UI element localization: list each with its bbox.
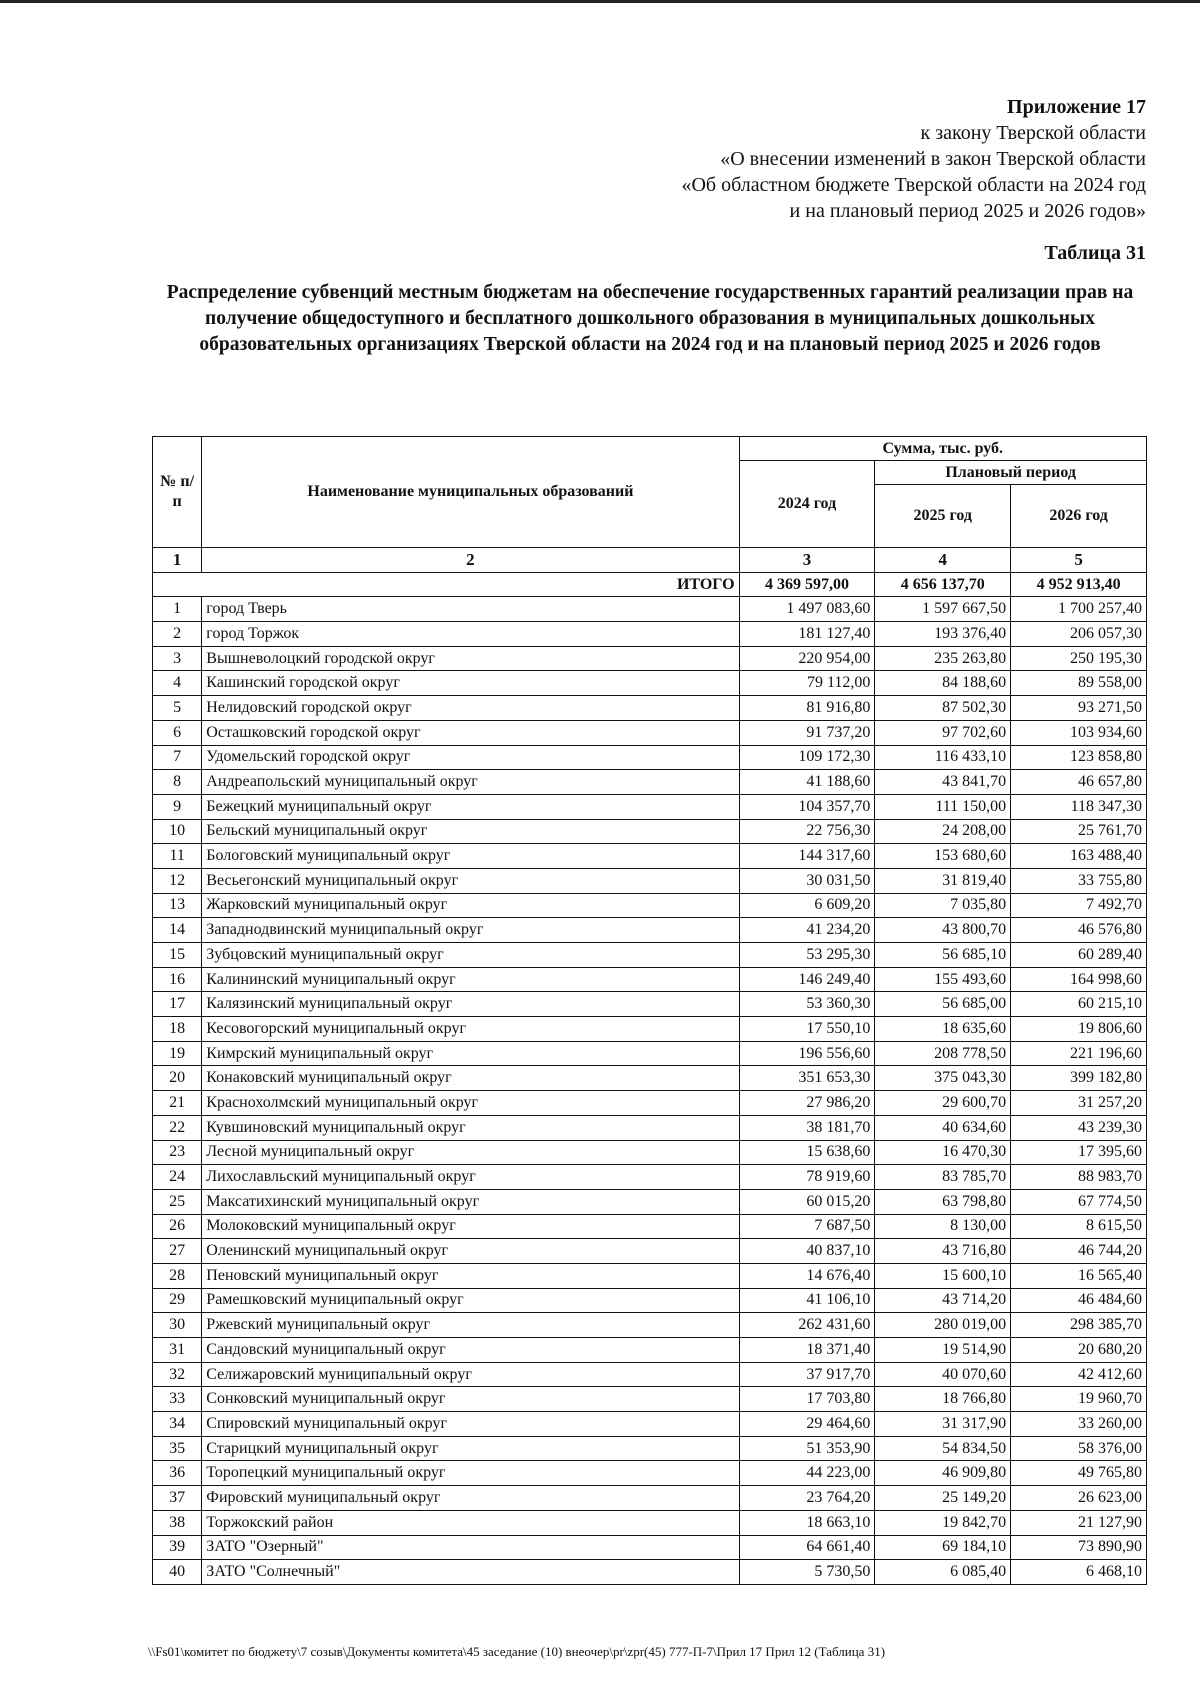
table-row [153,1017,1147,1042]
row-2026: 17 395,60 [1011,1140,1147,1165]
row-2026: 26 623,00 [1011,1486,1147,1511]
row-number: 27 [153,1239,202,1264]
row-2026: 7 492,70 [1011,893,1147,918]
row-name: Торжокский район [202,1510,739,1535]
row-2025: 40 070,60 [875,1362,1011,1387]
row-number: 3 [153,646,202,671]
row-2025: 87 502,30 [875,696,1011,721]
table-label: Таблица 31 [1044,242,1146,264]
row-2025: 56 685,10 [875,943,1011,968]
row-2024: 38 181,70 [739,1115,875,1140]
row-name: Фировский муниципальный округ [202,1486,739,1511]
table-row [153,1288,1147,1313]
header-2025: 2025 год [875,485,1011,548]
header-2026: 2026 год [1011,485,1147,548]
row-name: Кимрский муниципальный округ [202,1041,739,1066]
row-number: 18 [153,1017,202,1042]
total-label: ИТОГО [153,572,740,597]
row-number: 9 [153,794,202,819]
row-number: 11 [153,844,202,869]
table-row [153,1461,1147,1486]
row-2026: 93 271,50 [1011,696,1147,721]
row-name: ЗАТО "Солнечный" [202,1560,739,1585]
row-2026: 16 565,40 [1011,1263,1147,1288]
row-2025: 19 842,70 [875,1510,1011,1535]
row-2025: 6 085,40 [875,1560,1011,1585]
row-2025: 19 514,90 [875,1338,1011,1363]
row-number: 24 [153,1165,202,1190]
row-2025: 111 150,00 [875,794,1011,819]
row-2024: 5 730,50 [739,1560,875,1585]
table-row [153,1313,1147,1338]
table-row [153,597,1147,622]
row-2024: 104 357,70 [739,794,875,819]
table-row [153,1165,1147,1190]
row-name: Ржевский муниципальный округ [202,1313,739,1338]
row-2025: 56 685,00 [875,992,1011,1017]
table-row [153,671,1147,696]
row-2025: 116 433,10 [875,745,1011,770]
page-top-border [0,0,1200,3]
row-2026: 43 239,30 [1011,1115,1147,1140]
table-row [153,1115,1147,1140]
column-number: 3 [739,548,875,573]
row-number: 4 [153,671,202,696]
row-2026: 20 680,20 [1011,1338,1147,1363]
row-2024: 53 360,30 [739,992,875,1017]
row-2025: 208 778,50 [875,1041,1011,1066]
row-2026: 399 182,80 [1011,1066,1147,1091]
row-name: Бежецкий муниципальный округ [202,794,739,819]
total-row [153,572,1147,597]
row-2026: 88 983,70 [1011,1165,1147,1190]
row-2025: 1 597 667,50 [875,597,1011,622]
row-name: Кашинский городской округ [202,671,739,696]
total-2025: 4 656 137,70 [875,572,1011,597]
appendix-line: к закону Тверской области [920,122,1146,144]
row-2025: 153 680,60 [875,844,1011,869]
row-name: Нелидовский городской округ [202,696,739,721]
table-row [153,1362,1147,1387]
table-row [153,1486,1147,1511]
row-number: 12 [153,868,202,893]
row-number: 28 [153,1263,202,1288]
row-2026: 33 755,80 [1011,868,1147,893]
row-number: 36 [153,1461,202,1486]
table-row [153,819,1147,844]
row-2024: 79 112,00 [739,671,875,696]
row-number: 8 [153,770,202,795]
row-name: Старицкий муниципальный округ [202,1436,739,1461]
row-number: 31 [153,1338,202,1363]
row-2024: 17 550,10 [739,1017,875,1042]
row-name: Жарковский муниципальный округ [202,893,739,918]
row-number: 35 [153,1436,202,1461]
table-row [153,1140,1147,1165]
row-number: 32 [153,1362,202,1387]
row-2024: 41 106,10 [739,1288,875,1313]
table-row [153,918,1147,943]
row-2024: 29 464,60 [739,1412,875,1437]
row-2026: 164 998,60 [1011,967,1147,992]
row-2024: 18 371,40 [739,1338,875,1363]
table-row [153,720,1147,745]
row-name: Краснохолмский муниципальный округ [202,1091,739,1116]
table-row [153,992,1147,1017]
row-2025: 18 766,80 [875,1387,1011,1412]
appendix-number: Приложение 17 [1007,96,1146,118]
row-2024: 144 317,60 [739,844,875,869]
row-2025: 43 716,80 [875,1239,1011,1264]
table-row [153,893,1147,918]
row-2026: 163 488,40 [1011,844,1147,869]
row-2025: 43 841,70 [875,770,1011,795]
table-row [153,770,1147,795]
appendix-line: «Об областном бюджете Тверской области на 2024 год [681,174,1146,196]
row-name: ЗАТО "Озерный" [202,1535,739,1560]
row-number: 17 [153,992,202,1017]
table-row [153,1436,1147,1461]
row-2026: 73 890,90 [1011,1535,1147,1560]
row-name: Весьегонский муниципальный округ [202,868,739,893]
row-2024: 27 986,20 [739,1091,875,1116]
row-2025: 31 819,40 [875,868,1011,893]
row-name: Лесной муниципальный округ [202,1140,739,1165]
row-name: Бельский муниципальный округ [202,819,739,844]
row-2026: 118 347,30 [1011,794,1147,819]
row-number: 29 [153,1288,202,1313]
row-name: Сандовский муниципальный округ [202,1338,739,1363]
row-2025: 375 043,30 [875,1066,1011,1091]
row-name: город Торжок [202,622,739,647]
row-2024: 44 223,00 [739,1461,875,1486]
table-row [153,745,1147,770]
row-number: 33 [153,1387,202,1412]
row-2024: 109 172,30 [739,745,875,770]
table-row [153,1263,1147,1288]
header-plan-period: Плановый период [875,461,1147,485]
row-number: 19 [153,1041,202,1066]
header-name: Наименование муниципальных образований [202,437,739,548]
row-2026: 89 558,00 [1011,671,1147,696]
row-2024: 262 431,60 [739,1313,875,1338]
table-row [153,844,1147,869]
row-2024: 41 188,60 [739,770,875,795]
row-2024: 220 954,00 [739,646,875,671]
row-2024: 351 653,30 [739,1066,875,1091]
row-2026: 46 657,80 [1011,770,1147,795]
row-name: Рамешковский муниципальный округ [202,1288,739,1313]
row-2025: 8 130,00 [875,1214,1011,1239]
table-row [153,1214,1147,1239]
column-number: 5 [1011,548,1147,573]
table-row [153,1189,1147,1214]
row-2025: 25 149,20 [875,1486,1011,1511]
table-row [153,646,1147,671]
row-2025: 29 600,70 [875,1091,1011,1116]
row-2026: 298 385,70 [1011,1313,1147,1338]
row-2025: 18 635,60 [875,1017,1011,1042]
row-2025: 155 493,60 [875,967,1011,992]
row-2024: 30 031,50 [739,868,875,893]
row-name: Спировский муниципальный округ [202,1412,739,1437]
total-2024: 4 369 597,00 [739,572,875,597]
row-2024: 6 609,20 [739,893,875,918]
row-number: 13 [153,893,202,918]
row-2026: 42 412,60 [1011,1362,1147,1387]
row-2026: 206 057,30 [1011,622,1147,647]
column-number: 2 [202,548,739,573]
header-num: № п/п [153,437,202,548]
header-sum: Сумма, тыс. руб. [739,437,1146,461]
row-name: Молоковский муниципальный округ [202,1214,739,1239]
row-2025: 7 035,80 [875,893,1011,918]
table-row [153,943,1147,968]
table-row [153,1510,1147,1535]
table-row [153,967,1147,992]
row-2025: 16 470,30 [875,1140,1011,1165]
table-row [153,1560,1147,1585]
row-name: город Тверь [202,597,739,622]
appendix-header [681,94,1146,224]
row-number: 21 [153,1091,202,1116]
row-2026: 25 761,70 [1011,819,1147,844]
row-2024: 17 703,80 [739,1387,875,1412]
row-2026: 221 196,60 [1011,1041,1147,1066]
row-2026: 19 806,60 [1011,1017,1147,1042]
row-number: 30 [153,1313,202,1338]
row-2024: 37 917,70 [739,1362,875,1387]
row-2025: 193 376,40 [875,622,1011,647]
row-number: 23 [153,1140,202,1165]
row-name: Андреапольский муниципальный округ [202,770,739,795]
row-name: Западнодвинский муниципальный округ [202,918,739,943]
row-name: Вышневолоцкий городской округ [202,646,739,671]
row-number: 16 [153,967,202,992]
row-number: 14 [153,918,202,943]
row-2024: 22 756,30 [739,819,875,844]
row-2026: 21 127,90 [1011,1510,1147,1535]
row-2024: 53 295,30 [739,943,875,968]
appendix-line: «О внесении изменений в закон Тверской области [720,148,1146,170]
row-2024: 181 127,40 [739,622,875,647]
column-numbers-row [153,548,1147,573]
table-row [153,868,1147,893]
row-number: 34 [153,1412,202,1437]
row-2024: 15 638,60 [739,1140,875,1165]
table-row [153,1535,1147,1560]
row-2025: 280 019,00 [875,1313,1011,1338]
row-2026: 46 576,80 [1011,918,1147,943]
row-2024: 196 556,60 [739,1041,875,1066]
row-2026: 60 215,10 [1011,992,1147,1017]
row-2025: 69 184,10 [875,1535,1011,1560]
row-number: 37 [153,1486,202,1511]
row-2025: 24 208,00 [875,819,1011,844]
row-2024: 60 015,20 [739,1189,875,1214]
row-name: Удомельский городской округ [202,745,739,770]
row-name: Калязинский муниципальный округ [202,992,739,1017]
row-2026: 8 615,50 [1011,1214,1147,1239]
row-2024: 51 353,90 [739,1436,875,1461]
row-name: Калининский муниципальный округ [202,967,739,992]
row-name: Кесовогорский муниципальный округ [202,1017,739,1042]
row-2024: 40 837,10 [739,1239,875,1264]
row-number: 38 [153,1510,202,1535]
row-number: 6 [153,720,202,745]
row-name: Торопецкий муниципальный округ [202,1461,739,1486]
row-2025: 15 600,10 [875,1263,1011,1288]
row-name: Максатихинский муниципальный округ [202,1189,739,1214]
table-row [153,794,1147,819]
row-2025: 84 188,60 [875,671,1011,696]
row-name: Кувшиновский муниципальный округ [202,1115,739,1140]
row-2025: 43 800,70 [875,918,1011,943]
table-row [153,1239,1147,1264]
table-row [153,1338,1147,1363]
row-name: Зубцовский муниципальный округ [202,943,739,968]
footer-file-path: \\Fs01\комитет по бюджету\7 созыв\Документы комитета\45 заседание (10) внеочер\pr\zpr(45) 777-П-7\Прил 17 Прил 12 (Таблица 31) [148,1644,886,1659]
row-2024: 41 234,20 [739,918,875,943]
row-2024: 146 249,40 [739,967,875,992]
appendix-line: и на плановый период 2025 и 2026 годов» [789,200,1146,222]
row-2026: 31 257,20 [1011,1091,1147,1116]
row-number: 26 [153,1214,202,1239]
row-2025: 63 798,80 [875,1189,1011,1214]
table-row [153,696,1147,721]
row-number: 22 [153,1115,202,1140]
document-title: Распределение субвенций местным бюджетам на обеспечение государственных гарантий реализации прав на получение общедоступного и бесплатного дошкольного образования в муниципальных дошкольных образовательных организациях Тверской области на 2024 год и на плановый период 2025 и 2026 годов [166,282,1134,355]
row-name: Сонковский муниципальный округ [202,1387,739,1412]
subsidy-table [152,436,1147,1585]
row-2026: 60 289,40 [1011,943,1147,968]
row-number: 40 [153,1560,202,1585]
table-row [153,1041,1147,1066]
row-2026: 33 260,00 [1011,1412,1147,1437]
row-number: 39 [153,1535,202,1560]
row-2026: 103 934,60 [1011,720,1147,745]
row-name: Конаковский муниципальный округ [202,1066,739,1091]
row-number: 10 [153,819,202,844]
row-number: 5 [153,696,202,721]
row-2026: 250 195,30 [1011,646,1147,671]
row-2026: 123 858,80 [1011,745,1147,770]
row-number: 20 [153,1066,202,1091]
row-2024: 18 663,10 [739,1510,875,1535]
table-row [153,1387,1147,1412]
row-2025: 97 702,60 [875,720,1011,745]
row-number: 25 [153,1189,202,1214]
header-2024: 2024 год [739,461,875,548]
row-2024: 91 737,20 [739,720,875,745]
row-2026: 49 765,80 [1011,1461,1147,1486]
row-number: 2 [153,622,202,647]
row-2024: 7 687,50 [739,1214,875,1239]
row-2025: 235 263,80 [875,646,1011,671]
row-2026: 6 468,10 [1011,1560,1147,1585]
row-number: 7 [153,745,202,770]
row-number: 1 [153,597,202,622]
row-2026: 67 774,50 [1011,1189,1147,1214]
table-row [153,1066,1147,1091]
row-2025: 54 834,50 [875,1436,1011,1461]
row-2025: 31 317,90 [875,1412,1011,1437]
row-2024: 64 661,40 [739,1535,875,1560]
row-2024: 1 497 083,60 [739,597,875,622]
row-name: Бологовский муниципальный округ [202,844,739,869]
row-2025: 83 785,70 [875,1165,1011,1190]
row-name: Селижаровский муниципальный округ [202,1362,739,1387]
row-number: 15 [153,943,202,968]
row-2026: 46 484,60 [1011,1288,1147,1313]
column-number: 1 [153,548,202,573]
table-row [153,1091,1147,1116]
row-name: Лихославльский муниципальный округ [202,1165,739,1190]
table-row [153,622,1147,647]
row-2025: 40 634,60 [875,1115,1011,1140]
row-2024: 81 916,80 [739,696,875,721]
row-2024: 78 919,60 [739,1165,875,1190]
row-2025: 43 714,20 [875,1288,1011,1313]
row-2024: 14 676,40 [739,1263,875,1288]
column-number: 4 [875,548,1011,573]
row-2026: 1 700 257,40 [1011,597,1147,622]
total-2026: 4 952 913,40 [1011,572,1147,597]
row-2025: 46 909,80 [875,1461,1011,1486]
row-2026: 19 960,70 [1011,1387,1147,1412]
row-name: Осташковский городской округ [202,720,739,745]
row-name: Оленинский муниципальный округ [202,1239,739,1264]
row-2026: 46 744,20 [1011,1239,1147,1264]
table-row [153,1412,1147,1437]
row-2024: 23 764,20 [739,1486,875,1511]
row-name: Пеновский муниципальный округ [202,1263,739,1288]
row-2026: 58 376,00 [1011,1436,1147,1461]
